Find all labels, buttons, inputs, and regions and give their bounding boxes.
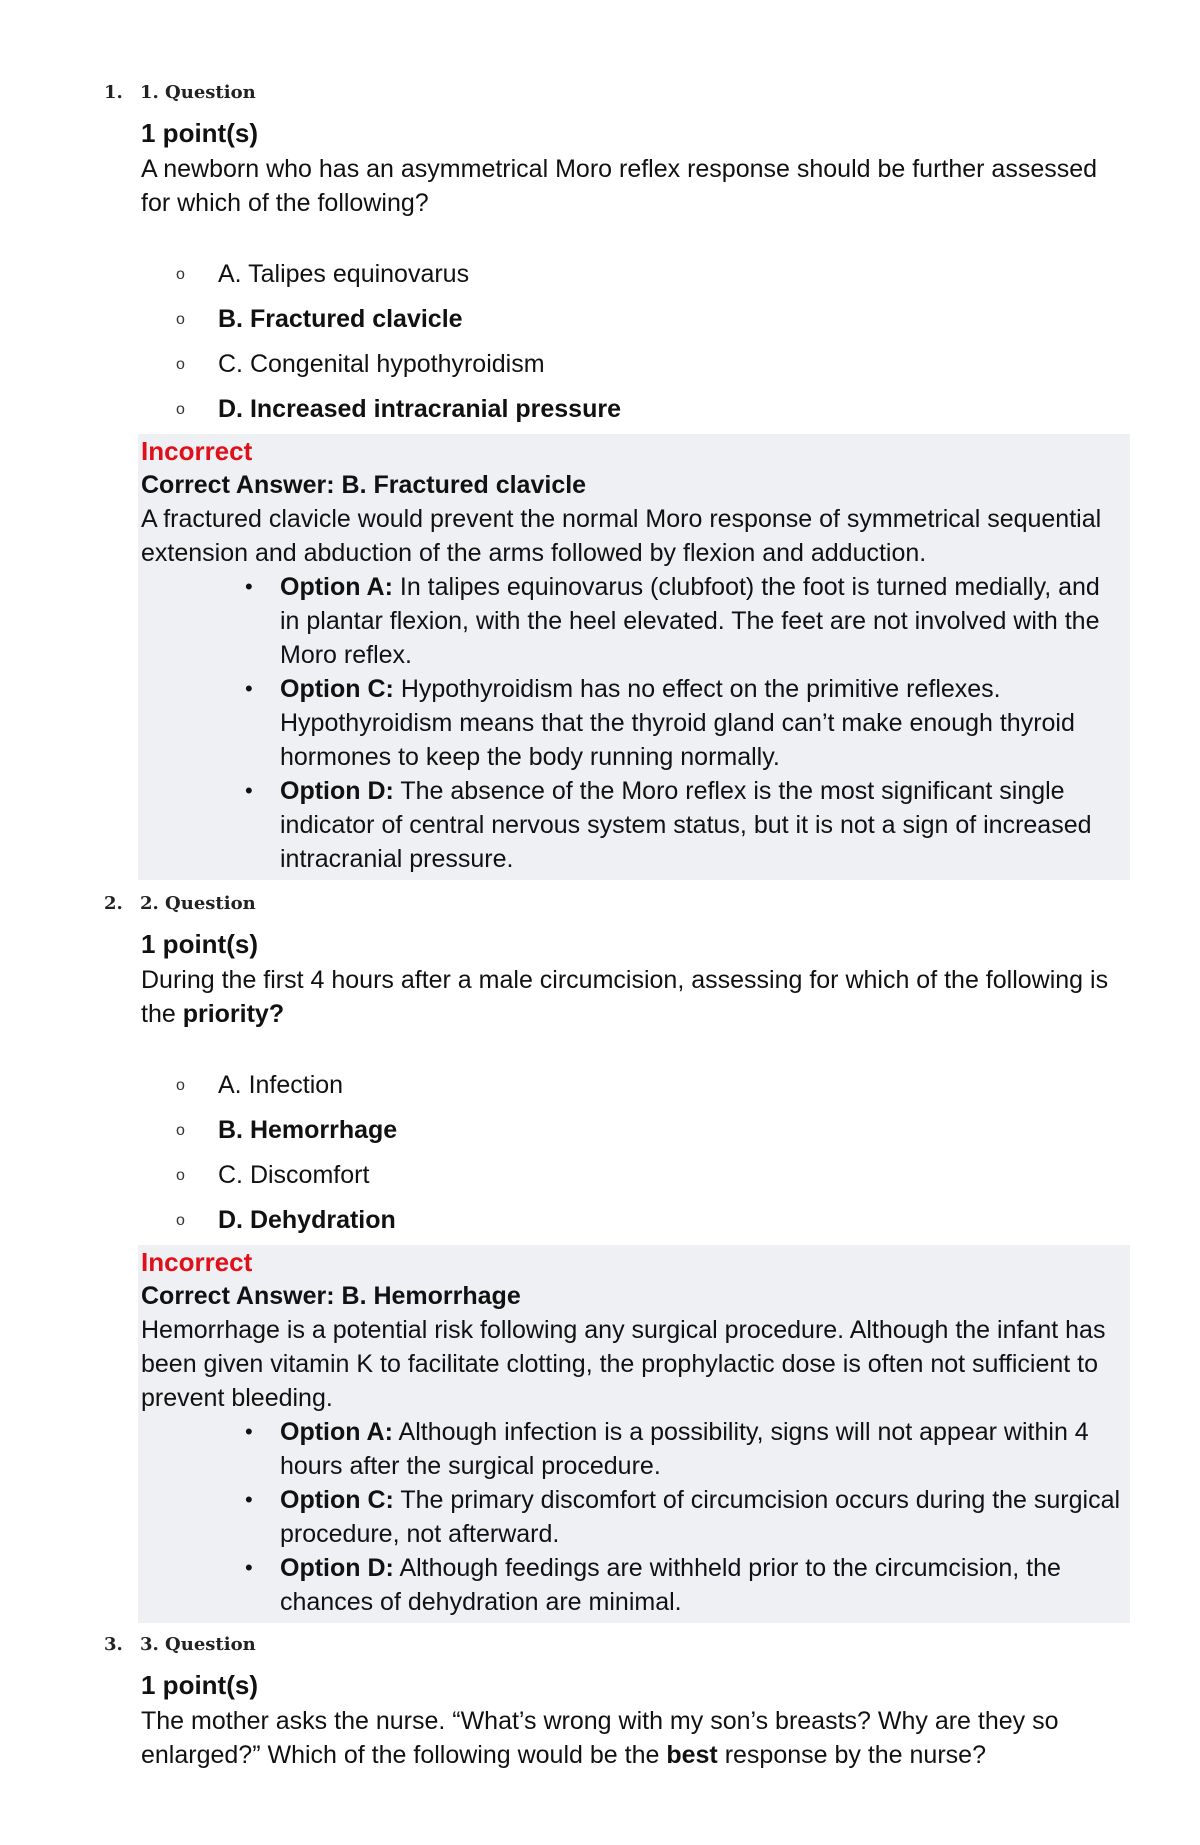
feedback-panel bbox=[138, 1245, 1130, 1623]
option-bullet-icon: o bbox=[176, 401, 185, 418]
answer-option-a[interactable]: o A. Talipes equinovarus bbox=[141, 252, 1121, 297]
option-bullet-icon: o bbox=[176, 356, 185, 373]
explanation-text: A fractured clavicle would prevent the normal Moro response of symmetrical sequential extension and abduction of the arms followed by flexion and adduction. bbox=[141, 505, 1102, 567]
points-label: 1 point(s) bbox=[141, 929, 258, 959]
option-bullet-icon: o bbox=[176, 1122, 185, 1139]
answer-option-a[interactable]: o A. Infection bbox=[141, 1063, 1121, 1108]
bullet-icon: • bbox=[245, 676, 253, 701]
rationale-item: • Option D: Although feedings are withheld prior to the circumcision, the chances of dehydration are minimal. bbox=[243, 1551, 1130, 1619]
bullet-icon: • bbox=[245, 1555, 253, 1580]
rationale-item: • Option C: The primary discomfort of circumcision occurs during the surgical procedure, not afterward. bbox=[243, 1483, 1130, 1551]
rationale-list bbox=[243, 570, 1130, 880]
bullet-icon: • bbox=[245, 1419, 253, 1444]
explanation-text: Hemorrhage is a potential risk following any surgical procedure. Although the infant has been given vitamin K to facilitate clotting, the prophylactic dose is often not sufficient to prevent bleeding. bbox=[141, 1316, 1106, 1412]
answer-option-d[interactable]: o D. Increased intracranial pressure bbox=[141, 387, 1121, 432]
question-text: A newborn who has an asymmetrical Moro reflex response should be further assessed for which of the following? bbox=[141, 155, 1098, 217]
option-bullet-icon: o bbox=[176, 1167, 185, 1184]
question-heading: 2. 2. Question bbox=[104, 893, 256, 914]
option-bullet-icon: o bbox=[176, 1212, 185, 1229]
answer-option-d[interactable]: o D. Dehydration bbox=[141, 1198, 1121, 1243]
question-heading: 3. 3. Question bbox=[104, 1634, 256, 1655]
question-heading: 1. 1. Question bbox=[104, 82, 256, 103]
option-bullet-icon: o bbox=[176, 1077, 185, 1094]
answer-options bbox=[141, 1063, 1121, 1243]
option-bullet-icon: o bbox=[176, 266, 185, 283]
result-label: Incorrect bbox=[141, 1247, 253, 1277]
rationale-item: • Option D: The absence of the Moro reflex is the most significant single indicator of central nervous system status, but it is not a sign of increased intracranial pressure. bbox=[243, 774, 1130, 876]
rationale-item: • Option A: Although infection is a possibility, signs will not appear within 4 hours after the surgical procedure. bbox=[243, 1415, 1130, 1483]
option-bullet-icon: o bbox=[176, 311, 185, 328]
points-label: 1 point(s) bbox=[141, 118, 258, 148]
rationale-item: • Option C: Hypothyroidism has no effect on the primitive reflexes. Hypothyroidism means that the thyroid gland can’t make enough thyroid hormones to keep the body running normally. bbox=[243, 672, 1130, 774]
answer-option-b[interactable]: o B. Fractured clavicle bbox=[141, 297, 1121, 342]
rationale-list bbox=[243, 1415, 1130, 1623]
answer-option-b[interactable]: o B. Hemorrhage bbox=[141, 1108, 1121, 1153]
bullet-icon: • bbox=[245, 1487, 253, 1512]
rationale-item: • Option A: In talipes equinovarus (clubfoot) the foot is turned medially, and in plantar flexion, with the heel elevated. The feet are not involved with the Moro reflex. bbox=[243, 570, 1130, 672]
feedback-panel bbox=[138, 434, 1130, 880]
question-text: The mother asks the nurse. “What’s wrong with my son’s breasts? Why are they so enlarged?” Which of the following would be the best response by the nurse? bbox=[141, 1707, 1059, 1769]
result-label: Incorrect bbox=[141, 436, 253, 466]
bullet-icon: • bbox=[245, 778, 253, 803]
correct-answer: Correct Answer: B. Hemorrhage bbox=[141, 1282, 521, 1310]
bullet-icon: • bbox=[245, 574, 253, 599]
answer-option-c[interactable]: o C. Congenital hypothyroidism bbox=[141, 342, 1121, 387]
correct-answer: Correct Answer: B. Fractured clavicle bbox=[141, 471, 587, 499]
points-label: 1 point(s) bbox=[141, 1670, 258, 1700]
answer-options bbox=[141, 252, 1121, 432]
answer-option-c[interactable]: o C. Discomfort bbox=[141, 1153, 1121, 1198]
question-text: During the first 4 hours after a male circumcision, assessing for which of the following is the priority? bbox=[141, 966, 1109, 1028]
